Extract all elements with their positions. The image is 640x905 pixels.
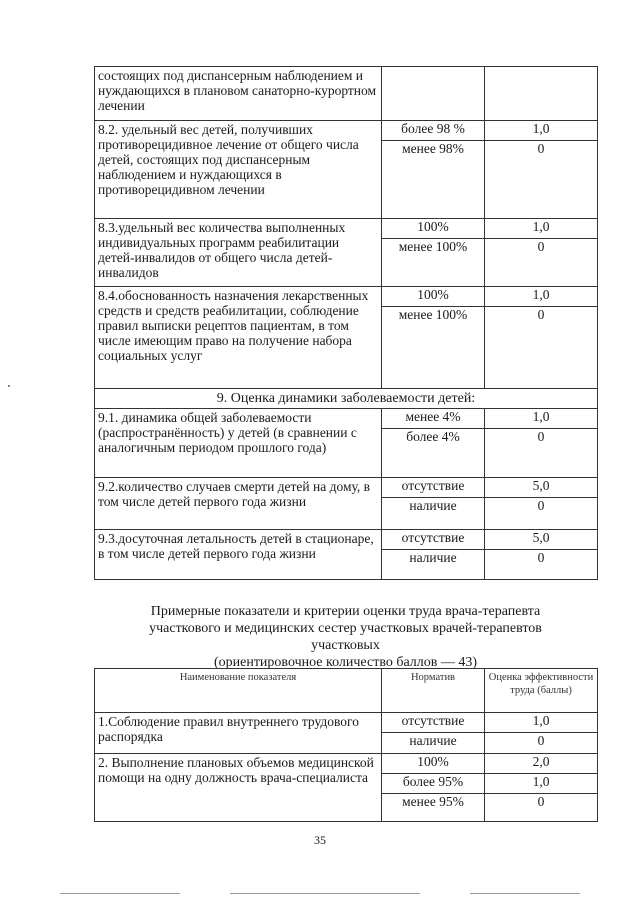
criteria-table-therapist (94, 668, 598, 822)
heading-line: участковых (311, 638, 380, 653)
norm-value: отсутствие (382, 478, 484, 498)
norm-value: отсутствие (382, 530, 484, 550)
scan-artifact (8, 385, 10, 387)
table-row (95, 67, 598, 121)
heading-points-note: (ориентировочное количество баллов — 43) (213, 655, 478, 670)
norm-value: менее 95% (402, 794, 464, 809)
score-value: 1,0 (485, 219, 597, 239)
table-row (95, 713, 598, 754)
norm-cell (382, 67, 485, 121)
criterion-cell: 2. Выполнение плановых объемов медицинской помощи на одну должность врача-специалиста (95, 754, 382, 822)
score-cell (485, 409, 598, 478)
score-value: 0 (537, 733, 545, 748)
table-row (95, 287, 598, 389)
norm-value: 100% (382, 287, 484, 307)
scan-artifact (230, 893, 420, 894)
norm-value: 100% (382, 754, 484, 774)
score-cell (485, 219, 598, 287)
score-cell (485, 121, 598, 219)
score-value: 0 (537, 498, 545, 513)
score-cell (485, 530, 598, 580)
norm-cell (382, 713, 485, 754)
table-row (95, 754, 598, 822)
column-header-name: Наименование показателя (95, 669, 382, 713)
section-row (95, 389, 598, 409)
section-heading (94, 603, 597, 671)
table-row (95, 409, 598, 478)
norm-value: менее 4% (382, 409, 484, 429)
heading-line: участкового и медицинских сестер участковых врачей-терапевтов (149, 621, 542, 636)
criterion-cell: 9.3.досуточная летальность детей в стационаре, в том числе детей первого года жизни (95, 530, 382, 580)
score-cell (485, 478, 598, 530)
header-row (95, 669, 598, 713)
norm-value: наличие (409, 550, 457, 565)
table-row (95, 478, 598, 530)
page-number: 35 (314, 833, 326, 847)
score-value: 1,0 (485, 121, 597, 141)
score-value: 2,0 (485, 754, 597, 774)
norm-value: менее 100% (398, 239, 468, 254)
score-cell (485, 287, 598, 389)
score-value: 1,0 (485, 287, 597, 307)
score-cell (485, 754, 598, 822)
score-value: 0 (537, 141, 545, 156)
criterion-cell: 9.1. динамика общей заболеваемости (распространённость) у детей (в сравнении с аналогичным периодом прошлого года) (95, 409, 382, 478)
criterion-cell: состоящих под диспансерным наблюдением и нуждающихся в плановом санаторно-курортном лечении (95, 67, 382, 121)
column-header-score: Оценка эффективности труда (баллы) (485, 669, 598, 713)
score-value: 1,0 (485, 774, 597, 794)
norm-value: менее 98% (402, 141, 464, 156)
score-value: 0 (537, 550, 545, 565)
norm-cell (382, 530, 485, 580)
norm-value: отсутствие (382, 713, 484, 733)
criterion-cell: 8.2. удельный вес детей, получивших противорецидивное лечение от общего числа детей, состоящих под диспансерным наблюдением и нуждающихся в противорецидивном лечении (95, 121, 382, 219)
norm-value: более 95% (382, 774, 484, 794)
norm-value: 100% (382, 219, 484, 239)
section-title: 9. Оценка динамики заболеваемости детей: (95, 389, 598, 409)
column-header-norm: Норматив (382, 669, 485, 713)
norm-value: наличие (409, 733, 457, 748)
norm-value: более 98 % (382, 121, 484, 141)
criterion-cell: 1.Соблюдение правил внутреннего трудового распорядка (95, 713, 382, 754)
table-row (95, 219, 598, 287)
score-value: 0 (537, 239, 545, 254)
criterion-cell: 9.2.количество случаев смерти детей на дому, в том числе детей первого года жизни (95, 478, 382, 530)
norm-cell (382, 409, 485, 478)
norm-cell (382, 121, 485, 219)
score-value: 5,0 (485, 530, 597, 550)
table-row (95, 530, 598, 580)
norm-cell (382, 478, 485, 530)
criteria-table-children (94, 66, 598, 580)
score-value: 0 (537, 307, 545, 322)
norm-cell (382, 219, 485, 287)
score-value: 1,0 (485, 409, 597, 429)
norm-cell (382, 287, 485, 389)
scan-artifact (470, 893, 580, 894)
norm-value: менее 100% (398, 307, 468, 322)
criterion-cell: 8.4.обоснованность назначения лекарственных средств и средств реабилитации, соблюдение правил выписки рецептов пациентам, в том числе имеющим право на получение набора социальных услуг (95, 287, 382, 389)
norm-value: более 4% (406, 429, 460, 444)
table-row (95, 121, 598, 219)
criterion-cell: 8.3.удельный вес количества выполненных индивидуальных программ реабилитации детей-инвалидов от общего числа детей-инвалидов (95, 219, 382, 287)
score-value: 0 (537, 794, 545, 809)
norm-value: наличие (409, 498, 457, 513)
norm-cell (382, 754, 485, 822)
score-cell (485, 713, 598, 754)
scan-artifact (60, 893, 180, 894)
score-value: 1,0 (485, 713, 597, 733)
score-value: 5,0 (485, 478, 597, 498)
heading-line: Примерные показатели и критерии оценки труда врача-терапевта (150, 604, 541, 619)
score-cell (485, 67, 598, 121)
score-value: 0 (537, 429, 545, 444)
